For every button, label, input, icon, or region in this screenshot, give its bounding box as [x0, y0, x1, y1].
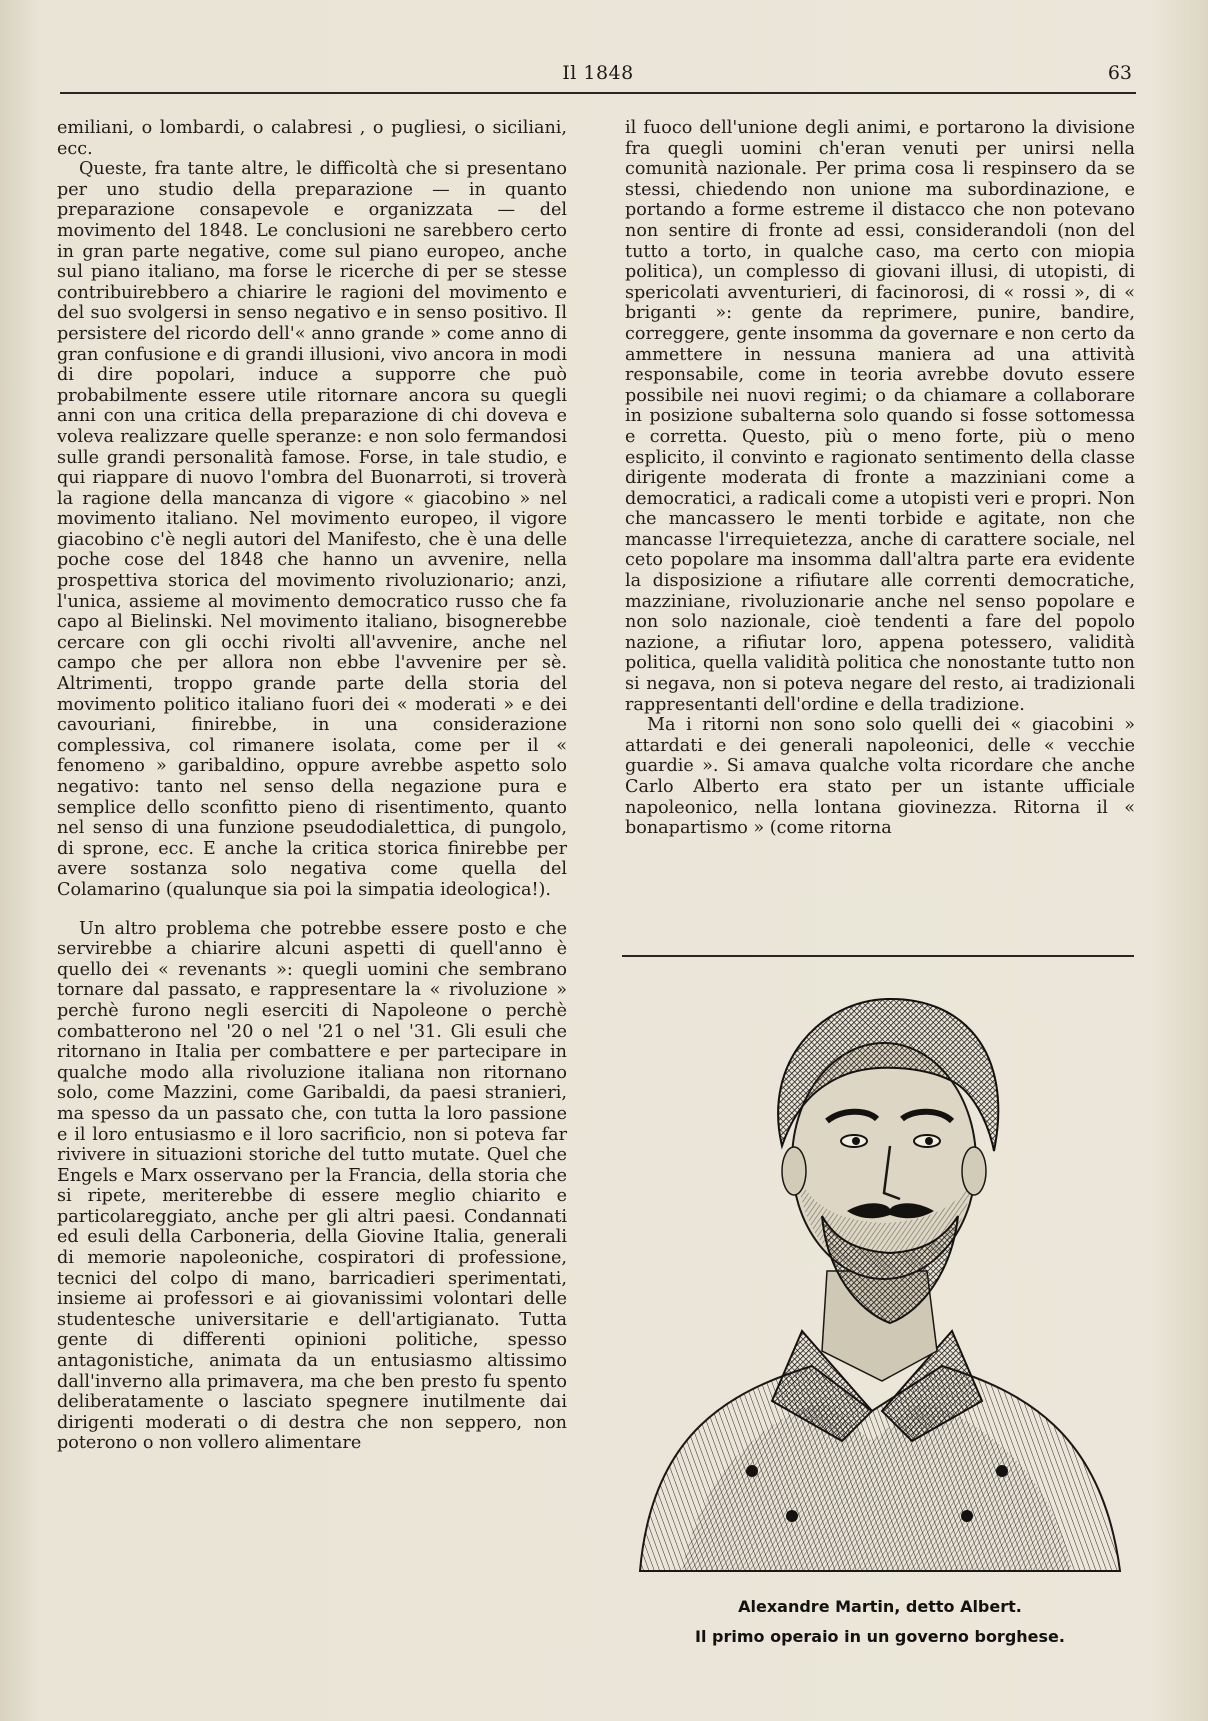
caption-line-1: Alexandre Martin, detto Albert. — [738, 1597, 1022, 1616]
figure-divider — [622, 955, 1134, 957]
running-head — [60, 62, 1136, 94]
figure-caption — [610, 1592, 1150, 1652]
right-column — [625, 118, 1135, 839]
paragraph: il fuoco dell'unione degli animi, e portarono la divisione fra quegli uomini ch'eran venuti per unirsi nella comunità nazionale. Per prima cosa li respinsero da se stessi, chiedendo non unione ma subordinazione, e portando a forme estreme il distacco che non potevano non sentire di fronte ad essi, considerandoli (non del tutto a torto, in qualche caso, ma certo con miopia politica), un complesso di giovani illusi, di utopisti, di spericolati avventurieri, di facinorosi, di « rossi », di « briganti »: gente da reprimere, punire, bandire, correggere, gente insomma da governare e non certo da ammettere in nessuna maniera ad una attività responsabile, come in teoria avrebbe dovuto essere possibile nei nuovi regimi; o da chiamare a collaborare in posizione subalterna solo quando si fosse sottomessa e corretta. Questo, più o meno forte, più o meno esplicito, il convinto e ragionato sentimento della classe dirigente moderata di fronte a mazziniani come a democratici, a radicali come a utopisti veri e propri. Non che mancassero le menti torbide e agitate, non che mancasse l'irrequietezza, anche di carattere sociale, nel ceto popolare ma insomma dall'altra parte era evidente la disposizione a rifiutare alle correnti democratiche, mazziniane, rivoluzionarie anche nel senso popolare e non solo nazionale, cioè tendenti a fare del popolo nazione, a rifiutar loro, appena potessero, validità politica, quella validità politica che nonostante tutto non si negava, non si poteva negare del resto, ai tradizionali rappresentanti dell'ordine e della tradizione. — [625, 118, 1135, 715]
running-title: Il 1848 — [562, 62, 634, 84]
portrait-engraving — [622, 971, 1134, 1601]
paragraph: Un altro problema che potrebbe essere posto e che servirebbe a chiarire alcuni aspetti di quell'anno è quello dei « revenants »: quegli uomini che sembrano tornare dal passato, e rappresentare la « rivoluzione » perchè furono negli eserciti di Napoleone o perchè combatterono nel '20 o nel '21 o nel '31. Gli esuli che ritornano in Italia per combattere e per partecipare in qualche modo alla rivoluzione italiana non ritornano solo, come Mazzini, come Garibaldi, da paesi stranieri, ma spesso da un passato che, con tutta la loro passione e il loro entusiasmo e il loro sacrificio, non si poteva far rivivere in situazioni storiche del tutto mutate. Quel che Engels e Marx osservano per la Francia, della storia che si ripete, meriterebbe di essere meglio chiarito e particolareggiato, anche per gli altri paesi. Condannati ed esuli della Carboneria, della Giovine Italia, generali di memorie napoleoniche, cospiratori di professione, tecnici del colpo di mano, barricadieri sperimentati, insieme ai professori e ai giovanissimi volontari delle studentesche universitarie e dell'artigianato. Tutta gente di differenti opinioni politiche, spesso antagonistiche, animata da un entusiasmo altissimo dall'inverno alla primavera, ma che ben presto fu spento deliberatamente o lasciato spegnere inutilmente dai dirigenti moderati o di destra che non seppero, non poterono o non vollero alimentare — [57, 918, 567, 1454]
paragraph: Queste, fra tante altre, le difficoltà che si presentano per uno studio della preparazione — in quanto preparazione consapevole e organizzata — del movimento del 1848. Le conclusioni ne sarebbero certo in gran parte negative, come sul piano europeo, anche sul piano italiano, ma forse le ricerche di per se stesse contribuirebbero a chiarire le ragioni del movimento e del suo svolgersi in senso negativo e in senso positivo. Il persistere del ricordo dell'« anno grande » come anno di gran confusione e di grandi illusioni, vivo ancora in modi di dire popolari, induce a supporre che può probabilmente essere utile ritornare ancora su quegli anni con una critica della preparazione di chi doveva e voleva realizzare quelle speranze: e non solo fermandosi sulle grandi personalità famose. Forse, in tale studio, e qui riappare di nuovo l'ombra del Buonarroti, si troverà la ragione della mancanza di vigore « giacobino » nel movimento italiano. Nel movimento europeo, il vigore giacobino c'è negli autori del Manifesto, che è una delle poche cose del 1848 che hanno un avvenire, nella prospettiva storica del movimento rivoluzionario; anzi, l'unica, assieme al movimento democratico russo che fa capo al Bielinski. Nel movimento italiano, bisognerebbe cercare con gli occhi rivolti all'avvenire, anche nel campo che per allora non ebbe l'avvenire per sè. Altrimenti, troppo grande parte della storia del movimento politico italiano fuori dei « moderati » e dei cavouriani, finirebbe, in una considerazione complessiva, col rimanere isolata, come per il « fenomeno » garibaldino, oppure avrebbe aspetto solo negativo: tanto nel senso della negazione pura e semplice dello sconfitto pieno di risentimento, quanto nel senso di una funzione pseudodialettica, di pungolo, di sprone, ecc. E anche la critica storica finirebbe per avere sostanza solo negativa come quella del Colamarino (qualunque sia poi la simpatia ideologica!). — [57, 159, 567, 900]
paragraph: emiliani, o lombardi, o calabresi , o pugliesi, o siciliani, ecc. — [57, 118, 567, 159]
caption-line-2: Il primo operaio in un governo borghese. — [695, 1627, 1065, 1646]
page-number: 63 — [1107, 62, 1132, 84]
portrait-figure — [622, 955, 1134, 1601]
left-column — [57, 118, 567, 1454]
paragraph: Ma i ritorni non sono solo quelli dei « giacobini » attardati e dei generali napoleonici, delle « vecchie guardie ». Si amava qualche volta ricordare che anche Carlo Alberto era stato per un istante ufficiale napoleonico, nella lontana giovinezza. Ritorna il « bonapartismo » (come ritorna — [625, 715, 1135, 839]
